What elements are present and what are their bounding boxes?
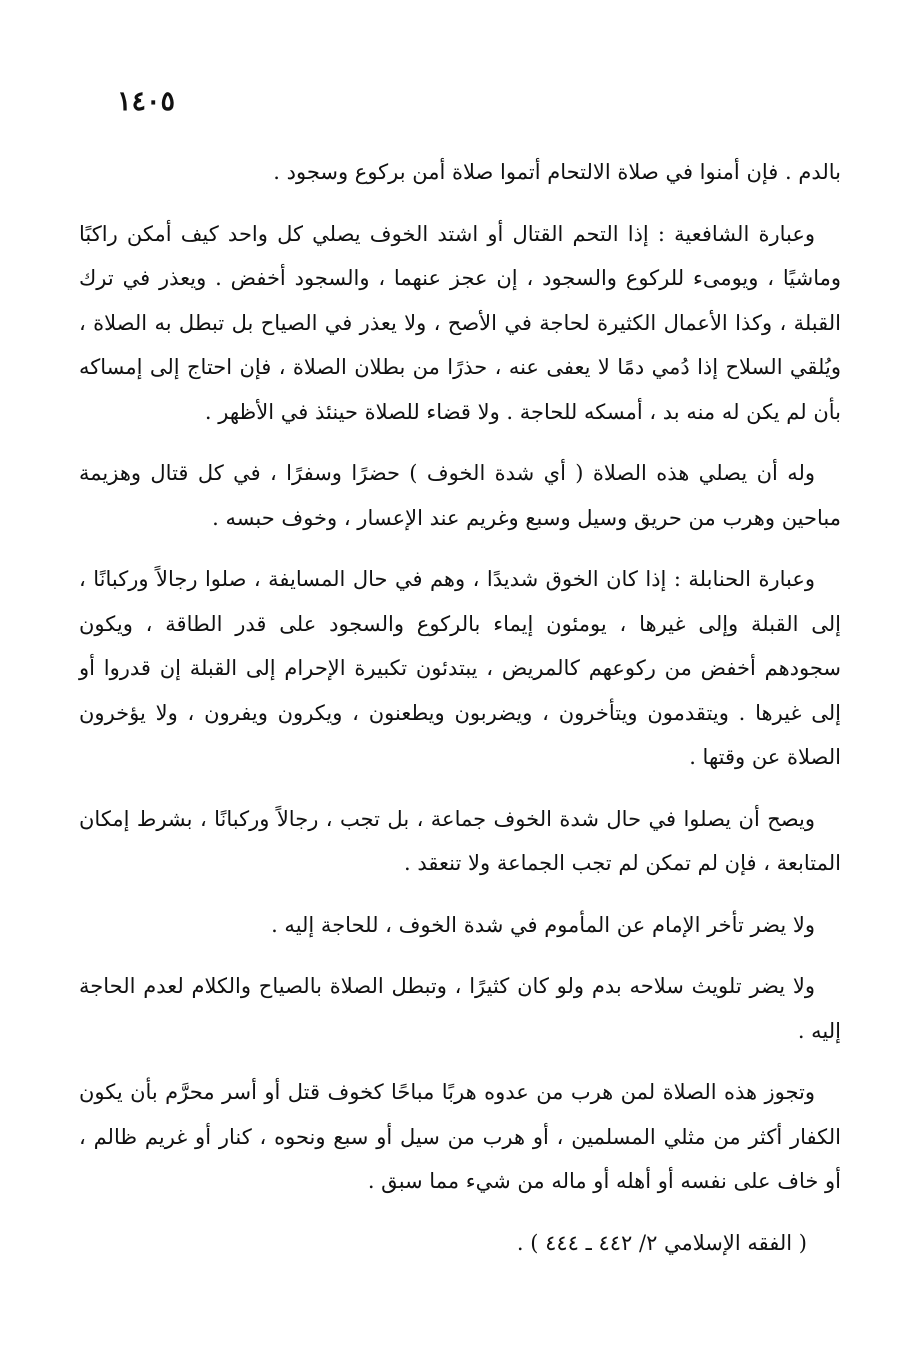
paragraph-continuation: بالدم . فإن أمنوا في صلاة الالتحام أتموا صلاة أمن بركوع وسجود . (273, 160, 841, 184)
paragraph-conditions: وله أن يصلي هذه الصلاة ( أي شدة الخوف ) حضرًا وسفرًا ، في كل قتال وهزيمة مباحين وهرب من حريق وسيل وسبع وغريم عند الإعسار ، وخوف حبسه . (79, 461, 841, 530)
paragraph-hanbali: وعبارة الحنابلة : إذا كان الخوق شديدًا ، وهم في حال المسايفة ، صلوا رجالاً وركبانًا ، إلى القبلة وإلى غيرها ، يومئون إيماء بالركوع والسجود على قدر الطاقة ، ويكون سجودهم أخفض من ركوعهم كالمريض ، يبتدئون تكبيرة الإحرام إلى القبلة إن قدروا أو إلى غيرها . ويتقدمون ويتأخرون ، ويضربون ويطعنون ، ويكرون ويفرون ، ولا يؤخرون الصلاة عن وقتها . (79, 567, 841, 769)
source-citation: ( الفقه الإسلامي ٢/ ٤٤٢ ـ ٤٤٤ ) . (516, 1230, 807, 1255)
body-text (79, 150, 841, 1265)
paragraph-fleeing: وتجوز هذه الصلاة لمن هرب من عدوه هربًا مباحًا كخوف قتل أو أسر محرَّم بأن يكون الكفار أكثر من مثلي المسلمين ، أو هرب من سيل أو سبع ونحوه ، كنار أو غريم ظالم ، أو خاف على نفسه أو أهله أو ماله من شيء مما سبق . (79, 1080, 841, 1193)
paragraph-shafii: وعبارة الشافعية : إذا التحم القتال أو اشتد الخوف يصلي كل واحد كيف أمكن راكبًا وماشيًا ، ويومىء للركوع والسجود ، إن عجز عنهما ، والسجود أخفض . ويعذر في ترك القبلة ، وكذا الأعمال الكثيرة لحاجة في الأصح ، ولا يعذر في الصياح بل تبطل به الصلاة ، ويُلقي السلاح إذا دُمي دمًا لا يعفى عنه ، حذرًا من بطلان الصلاة ، فإن احتاج إلى إمساكه بأن لم يكن له منه بد ، أمسكه للحاجة . ولا قضاء للصلاة حينئذ في الأظهر . (79, 221, 841, 424)
paragraph-imam-position: ولا يضر تأخر الإمام عن المأموم في شدة الخوف ، للحاجة إليه . (271, 912, 815, 937)
paragraph-weapon-blood: ولا يضر تلويث سلاحه بدم ولو كان كثيرًا ، وتبطل الصلاة بالصياح والكلام لعدم الحاجة إليه . (79, 974, 841, 1043)
paragraph-congregation: ويصح أن يصلوا في حال شدة الخوف جماعة ، بل تجب ، رجالاً وركبانًا ، بشرط إمكان المتابعة ، فإن لم تمكن لم تجب الجماعة ولا تنعقد . (79, 806, 841, 875)
page-number: ١٤٠٥ (117, 86, 176, 117)
